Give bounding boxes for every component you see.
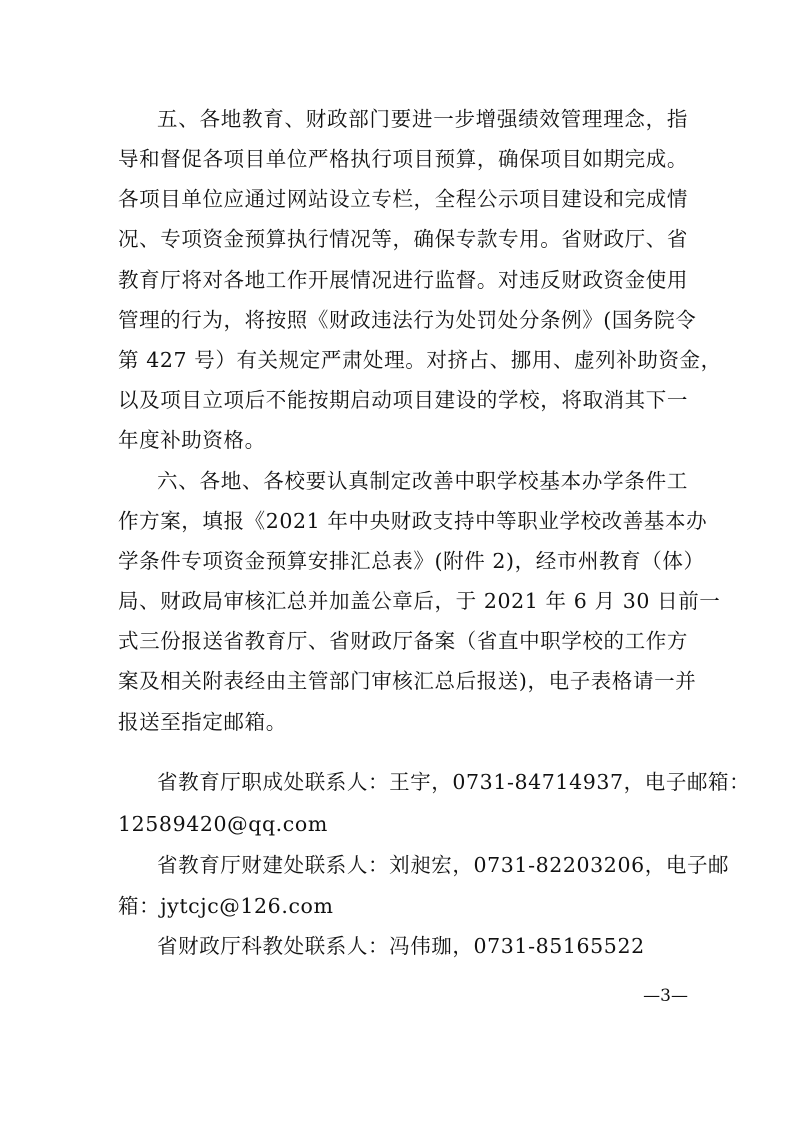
paragraph-line: 作方案，填报《2021 年中央财政支持中等职业学校改善基本办: [118, 509, 708, 533]
paragraph-line: 以及项目立项后不能按期启动项目建设的学校，将取消其下一: [118, 388, 688, 412]
contact-vocational-email: 12589420@qq.com: [118, 812, 328, 836]
paragraph-line: 年度补助资格。: [118, 428, 266, 452]
paragraph-line: 况、专项资金预算执行情况等，确保专款专用。省财政厅、省: [118, 227, 688, 251]
contact-science-education-office: 省财政厅科教处联系人：冯伟珈，0731-85165522: [157, 934, 645, 958]
contact-vocational-office: 省教育厅职成处联系人：王宇，0731-84714937，电子邮箱：: [157, 770, 751, 794]
paragraph-line: 式三份报送省教育厅、省财政厅备案（省直中职学校的工作方: [118, 629, 688, 653]
paragraph-line: 案及相关附表经由主管部门审核汇总后报送)，电子表格请一并: [118, 669, 697, 693]
paragraph-line: 报送至指定邮箱。: [118, 710, 287, 734]
paragraph-line: 各项目单位应通过网站设立专栏，全程公示项目建设和完成情: [118, 187, 688, 211]
paragraph-line: 教育厅将对各地工作开展情况进行监督。对违反财政资金使用: [118, 268, 688, 292]
paragraph-line: 管理的行为，将按照《财政违法行为处罚处分条例》(国务院令: [118, 308, 697, 332]
paragraph-line: 学条件专项资金预算安排汇总表》(附件 2)，经市州教育（体）: [118, 549, 705, 573]
paragraph-line: 第 427 号）有关规定严肃处理。对挤占、挪用、虚列补助资金，: [118, 348, 722, 372]
contact-finance-construction-email: 箱：jytcjc@126.com: [118, 894, 334, 918]
contact-finance-construction-office: 省教育厅财建处联系人：刘昶宏，0731-82203206，电子邮: [157, 853, 730, 877]
paragraph-line: 导和督促各项目单位严格执行项目预算，确保项目如期完成。: [118, 147, 688, 171]
page-number: —3—: [643, 986, 688, 1006]
paragraph-line: 六、各地、各校要认真制定改善中职学校基本办学条件工: [157, 469, 688, 493]
paragraph-line: 五、各地教育、财政部门要进一步增强绩效管理理念，指: [157, 107, 688, 131]
paragraph-line: 局、财政局审核汇总并加盖公章后，于 2021 年 6 月 30 日前一: [118, 589, 721, 613]
